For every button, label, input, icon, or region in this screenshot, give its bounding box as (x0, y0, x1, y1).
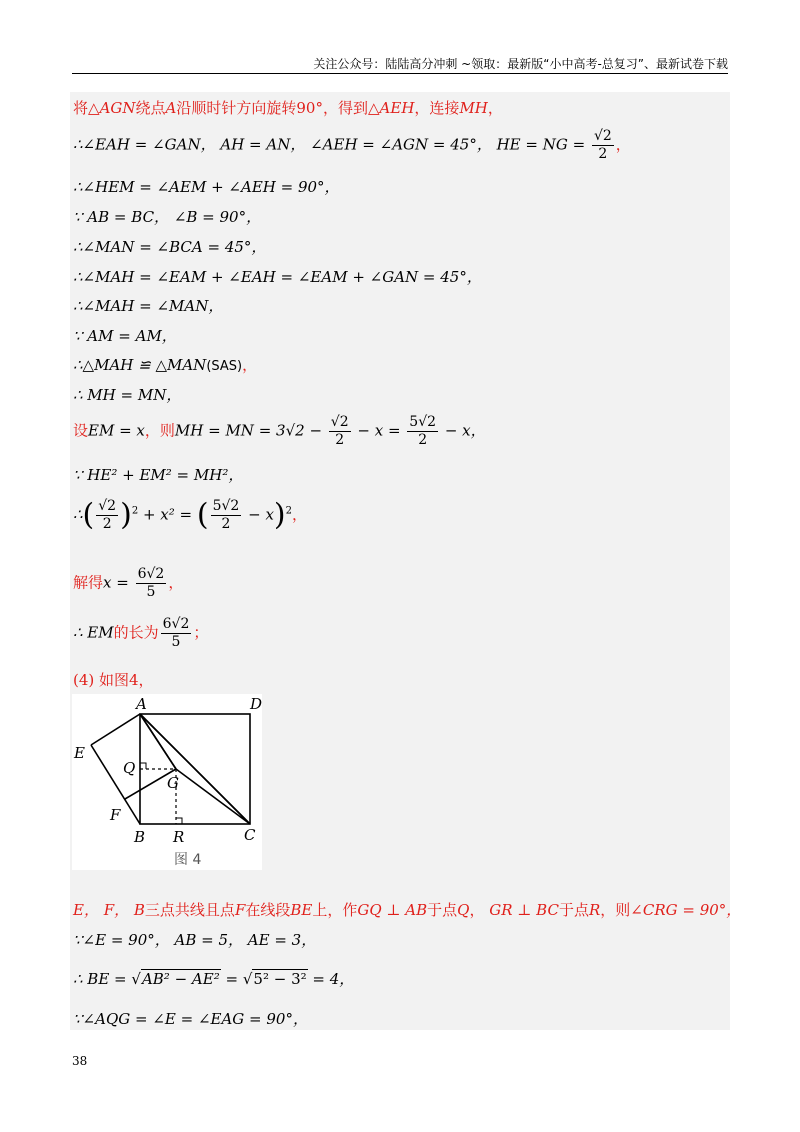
text: 将 (73, 99, 89, 117)
text: 解得 (73, 573, 104, 592)
label-g: G (167, 774, 179, 792)
text: − x = (352, 421, 406, 440)
text: MH = MN = 3√2 − (174, 421, 327, 440)
segment-gc (176, 769, 250, 824)
label-e: E (74, 744, 85, 762)
text: − x (243, 505, 274, 524)
header-rule (72, 73, 728, 74)
denominator: 2 (335, 432, 345, 448)
text: 90° (296, 99, 323, 117)
figure-caption: 图 4 (174, 852, 202, 868)
numerator: √2 (330, 414, 349, 430)
solution-line-6: ∴∠MAH = ∠EAM + ∠EAH = ∠EAM + ∠GAN = 45°， (73, 268, 482, 286)
solution-line-9 (73, 354, 257, 375)
solution-line-4: ∵ AB = BC， ∠B = 90°， (73, 208, 262, 226)
text: 于点 (427, 901, 458, 919)
solution-line-8: ∵ AM = AM， (73, 327, 177, 345)
segment-ae (91, 714, 140, 745)
segment-ag-2 (140, 714, 176, 769)
numerator: √2 (593, 128, 612, 144)
text: ，得到 (322, 99, 368, 117)
square-root: √5² − 3² (242, 970, 307, 988)
text: ， (242, 356, 258, 374)
denominator: 2 (102, 516, 112, 532)
page-header: 关注公众号：陆陆高分冲刺 ~领取：最新版“小中高考-总复习”、最新试卷下载 (313, 57, 728, 71)
label-b: B (134, 828, 146, 846)
text: EM = x (88, 421, 145, 440)
text: ∴∠EAH = ∠GAN， AH = AN， ∠AEH = ∠AGN = 45°， HE = NG = (73, 135, 590, 154)
triangle-symbol: △ (368, 99, 380, 117)
fraction (592, 128, 614, 163)
page-number: 38 (72, 1054, 88, 1068)
solution-line-2 (73, 128, 631, 163)
solution-line-15 (73, 616, 208, 651)
denominator: 5 (146, 584, 156, 600)
solution-line-10: ∴ MH = MN， (73, 386, 182, 404)
right-paren: ) (273, 497, 286, 533)
text: GR ⊥ BC (489, 901, 559, 919)
fraction (329, 414, 351, 449)
text: ，连接 (414, 99, 460, 117)
text: 三点共线且点 (144, 901, 235, 919)
text: ， (292, 505, 308, 524)
segment-ac-2 (140, 714, 250, 824)
solution-line-13 (73, 498, 307, 533)
solution-line-17 (73, 899, 741, 920)
text: ∴ (73, 505, 83, 524)
right-paren: ) (120, 497, 132, 533)
text: BE (290, 901, 313, 919)
left-paren: ( (196, 497, 209, 533)
numerator: √2 (98, 498, 117, 514)
text: Q (457, 901, 470, 919)
fraction (407, 414, 438, 449)
text: ， (487, 99, 503, 117)
text: MH (459, 99, 488, 117)
label-q: Q (123, 759, 136, 777)
text: 沿顺时针方向旋转 (176, 99, 297, 117)
numerator: 6√2 (162, 616, 190, 632)
exponent: 2 (285, 505, 293, 517)
text: AGN (99, 99, 136, 117)
triangle-symbol: △ (88, 99, 100, 117)
text: A (165, 99, 177, 117)
numerator: 5√2 (212, 498, 240, 514)
numerator: 5√2 (409, 414, 437, 430)
text: + x² = (138, 505, 197, 524)
figure-4-diagram (72, 694, 262, 870)
figure-4 (72, 694, 262, 870)
text: 的长为 (113, 623, 159, 642)
solution-line-1 (73, 97, 503, 118)
text: (SAS) (206, 359, 243, 374)
radicand: AB² − AE² (141, 970, 220, 988)
numerator: 6√2 (137, 566, 165, 582)
fraction (211, 498, 242, 533)
label-f: F (110, 806, 121, 824)
text: F (234, 901, 246, 919)
solution-line-18: ∵∠E = 90°， AB = 5， AE = 3， (73, 931, 317, 949)
denominator: 2 (598, 146, 608, 162)
label-d: D (250, 695, 262, 713)
left-paren: ( (82, 497, 95, 533)
text: ∴ EM (73, 623, 114, 642)
text: 设 (73, 421, 89, 440)
text: ，则 (144, 421, 175, 440)
text: ∠CRG = 90°， (630, 901, 742, 919)
denominator: 2 (221, 516, 231, 532)
text: − x， (440, 421, 486, 440)
text: GQ ⊥ AB (357, 901, 428, 919)
label-a: A (136, 695, 147, 713)
denominator: 2 (418, 432, 428, 448)
text: ， (469, 901, 490, 919)
right-angle-r (176, 818, 182, 824)
right-angle-q (140, 763, 146, 769)
label-c: C (244, 826, 256, 844)
text: R (588, 901, 601, 919)
text: ， (615, 135, 631, 154)
fraction (161, 616, 192, 651)
solution-line-14 (73, 566, 183, 601)
text: ∴△MAH ≌ △MAN (73, 356, 207, 374)
text: AEH (379, 99, 415, 117)
square-root: √AB² − AE² (131, 970, 220, 988)
text: ∴ BE = (73, 970, 132, 988)
solution-line-11 (73, 414, 486, 449)
text: 绕点 (135, 99, 166, 117)
solution-line-20: ∵∠AQG = ∠E = ∠EAG = 90°， (73, 1010, 308, 1028)
text: = 4， (307, 970, 355, 988)
text: ，则 (600, 901, 631, 919)
solution-line-7: ∴∠MAH = ∠MAN， (73, 297, 224, 315)
solution-line-5: ∴∠MAN = ∠BCA = 45°， (73, 238, 267, 256)
label-r: R (173, 828, 185, 846)
fraction (136, 566, 167, 601)
solution-line-16: (4) 如图4， (73, 671, 154, 689)
text: ， (168, 573, 184, 592)
denominator: 5 (171, 634, 181, 650)
solution-line-12: ∵ HE² + EM² = MH²， (73, 466, 244, 484)
text: 上，作 (312, 901, 358, 919)
fraction (96, 498, 118, 533)
solution-panel (70, 92, 730, 1030)
solution-line-3: ∴∠HEM = ∠AEM + ∠AEH = 90°， (73, 178, 340, 196)
solution-line-19 (73, 968, 354, 989)
text: = (220, 970, 243, 988)
radicand: 5² − 3² (253, 970, 307, 988)
text: E， F， B (73, 901, 145, 919)
text: ； (193, 623, 209, 642)
text: 在线段 (245, 901, 291, 919)
exponent: 2 (131, 505, 139, 517)
text: x = (103, 573, 134, 592)
text: 于点 (558, 901, 589, 919)
